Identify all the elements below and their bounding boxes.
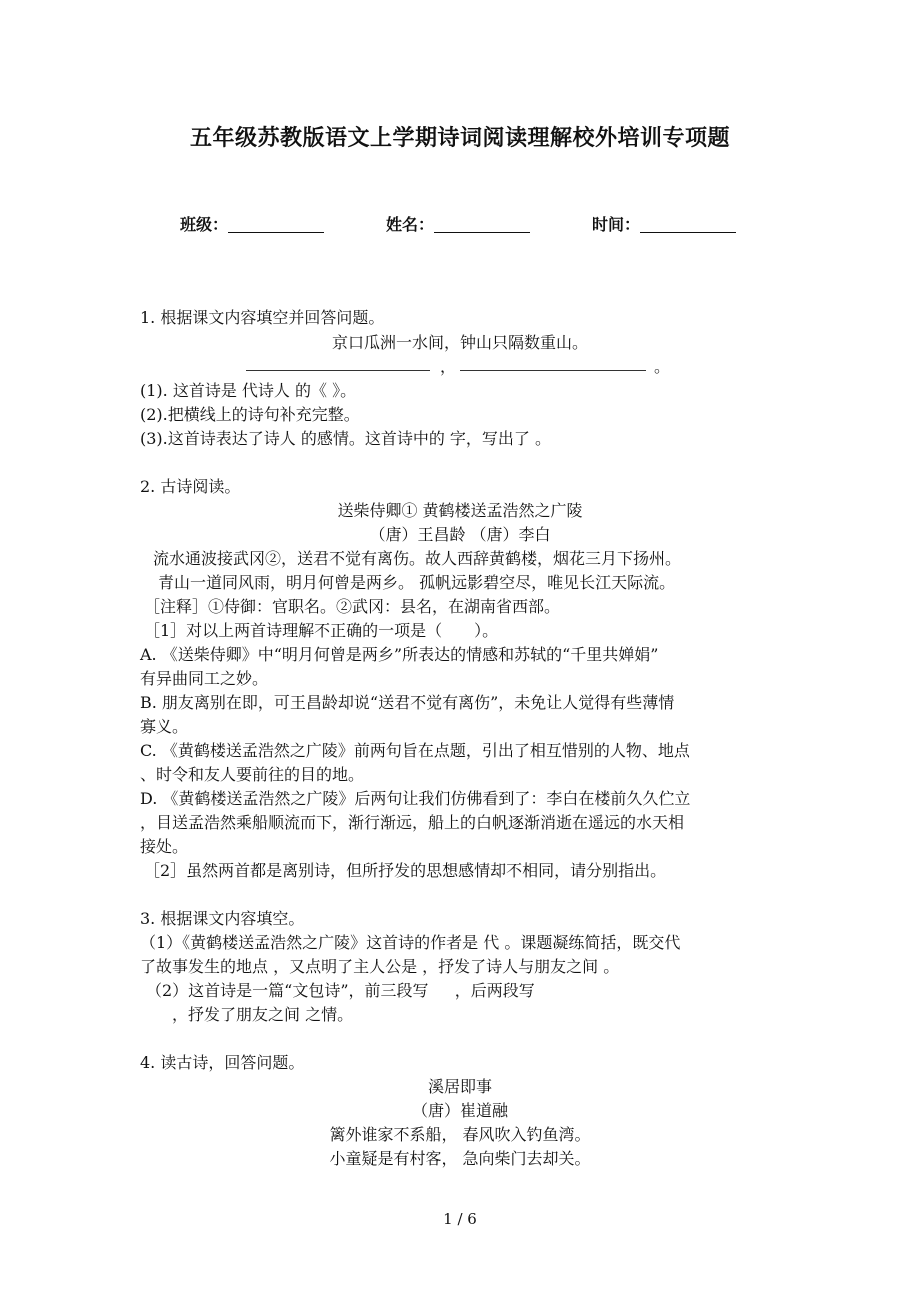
q2-poem-titles: 送柴侍卿① 黄鹤楼送孟浩然之广陵 (337, 501, 583, 520)
q2-poem-line-1: 流水通波接武冈②，送君不觉有离伤。故人西辞黄鹤楼，烟花三月下扬州。 (153, 549, 682, 568)
q2-option-c-1: C. 《黄鹤楼送孟浩然之广陵》前两句旨在点题，引出了相互惜别的人物、地点 (140, 741, 690, 760)
q2-poem-line-2: 青山一道同风雨，明月何曾是两乡。 孤帆远影碧空尽，唯见长江天际流。 (158, 573, 676, 592)
q3-line-4: ，抒发了朋友之间 之情。 (172, 1005, 354, 1024)
q2-sub2: ［2］虽然两首都是离别诗，但所抒发的思想感情却不相同，请分别指出。 (144, 861, 667, 880)
q1-item-3: (3).这首诗表达了诗人 的感情。这首诗中的 字，写出了 。 (140, 429, 552, 448)
q1-heading: 1. 根据课文内容填空并回答问题。 (140, 308, 385, 327)
q2-option-c-2: 、时令和友人要前往的目的地。 (140, 765, 365, 784)
q2-option-a-2: 有异曲同工之妙。 (140, 669, 269, 688)
class-label: 班级： (180, 215, 229, 234)
q1-item-2: (2).把横线上的诗句补充完整。 (140, 405, 360, 424)
q3-line-3: （2）这首诗是一篇“文包诗”，前三段写 ，后两段写 (146, 981, 535, 1000)
q4-heading: 4. 读古诗，回答问题。 (140, 1053, 305, 1072)
q1-comma: ， (440, 357, 457, 376)
page-number: 1 / 6 (443, 1210, 477, 1228)
q2-note: ［注释］①侍御：官职名。②武冈：县名，在湖南省西部。 (144, 597, 561, 616)
class-field (180, 213, 324, 237)
q4-poem-author: （唐）崔道融 (411, 1101, 508, 1120)
q4-poem-line-1: 篱外谁家不系船， 春风吹入钓鱼湾。 (329, 1125, 591, 1144)
q2-option-a-1: A. 《送柴侍卿》中“明月何曾是两乡”所表达的情感和苏轼的“千里共婵娟” (140, 645, 659, 664)
q1-blank-2[interactable] (460, 370, 646, 371)
page-title: 五年级苏教版语文上学期诗词阅读理解校外培训专项题 (189, 125, 730, 151)
name-field (386, 213, 530, 237)
class-blank[interactable] (228, 216, 324, 233)
q2-option-b-1: B. 朋友离别在即，可王昌龄却说“送君不觉有离伤”，未免让人觉得有些薄情 (140, 693, 675, 712)
q4-poem-title: 溪居即事 (427, 1077, 492, 1096)
q4-poem-line-2: 小童疑是有村客， 急向柴门去却关。 (329, 1149, 591, 1168)
q2-heading: 2. 古诗阅读。 (140, 477, 241, 496)
q2-option-d-3: 接处。 (140, 837, 189, 856)
q2-option-b-2: 寡义。 (140, 717, 189, 736)
q2-option-d-2: ，目送孟浩然乘船顺流而下，渐行渐远，船上的白帆逐渐消逝在遥远的水天相 (140, 813, 685, 832)
q2-option-d-1: D. 《黄鹤楼送孟浩然之广陵》后两句让我们仿佛看到了：李白在楼前久久伫立 (140, 789, 691, 808)
q3-line-1: （1）《黄鹤楼送孟浩然之广陵》这首诗的作者是 代 。课题凝练简括，既交代 (140, 933, 681, 952)
q2-sub1: ［1］对以上两首诗理解不正确的一项是（ ）。 (144, 621, 499, 640)
q3-heading: 3. 根据课文内容填空。 (140, 909, 305, 928)
q1-item-1: (1). 这首诗是 代诗人 的《 》。 (140, 381, 357, 400)
q2-poem-authors: （唐）王昌龄 （唐）李白 (369, 525, 551, 544)
time-blank[interactable] (640, 216, 736, 233)
q3-line-2: 了故事发生的地点 ，又点明了主人公是 ，抒发了诗人与朋友之间 。 (140, 957, 620, 976)
time-label: 时间： (592, 215, 641, 234)
time-field (592, 213, 736, 237)
q1-poem-line: 京口瓜洲一水间，钟山只隔数重山。 (331, 333, 588, 352)
q1-blank-1[interactable] (246, 370, 430, 371)
name-blank[interactable] (434, 216, 530, 233)
q1-period: 。 (654, 357, 671, 376)
name-label: 姓名： (386, 215, 435, 234)
